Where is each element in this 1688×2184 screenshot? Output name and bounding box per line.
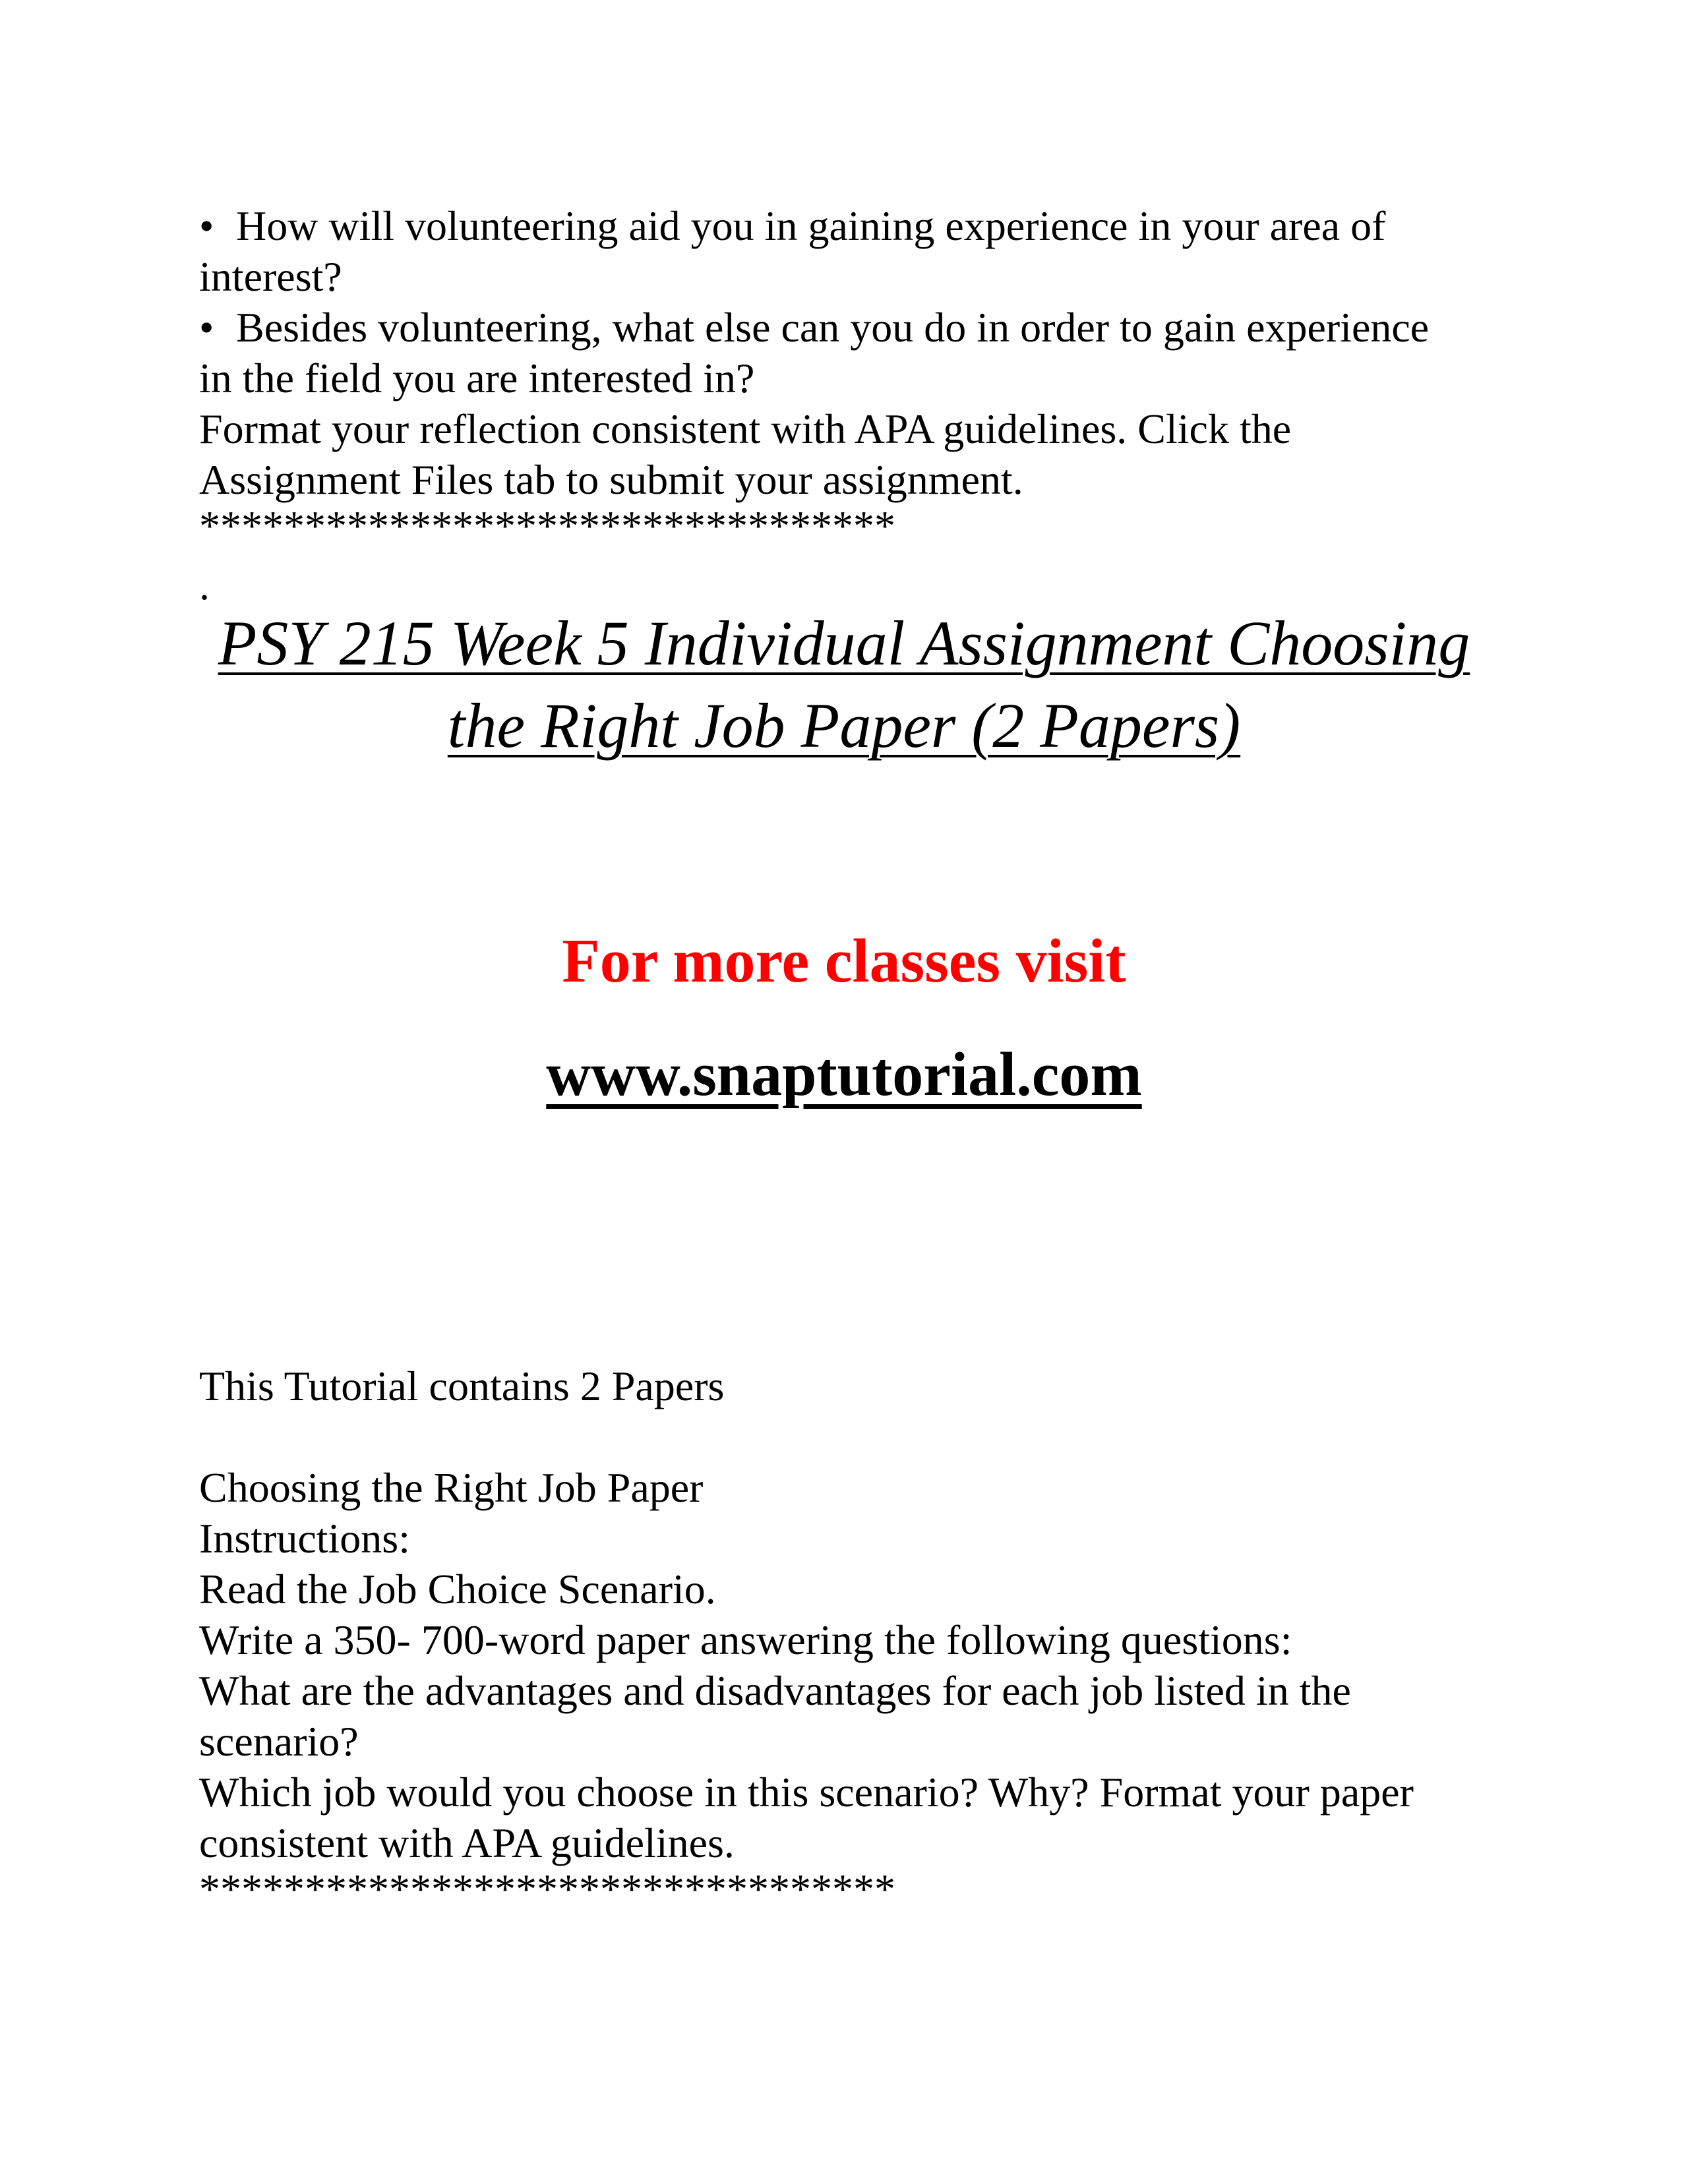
separator-stars-bottom: ********************************* [199, 1866, 895, 1912]
bullet-2-line-2: in the field you are interested in? [199, 355, 755, 401]
bullet-1-line-1: • How will volunteering aid you in gaining experience in your area of [199, 200, 1518, 251]
separator-dot: . [199, 562, 210, 608]
bullet-icon: • [199, 304, 214, 351]
page-title-line-1: PSY 215 Week 5 Individual Assignment Choosing [218, 608, 1470, 678]
page-title-line-2: the Right Job Paper (2 Papers) [447, 690, 1241, 761]
question-1-line-1: What are the advantages and disadvantages for each job listed in the [199, 1667, 1351, 1714]
bullet-icon: • [199, 202, 214, 249]
separator-stars: ********************************* [199, 502, 895, 549]
instruction-step-2: Write a 350- 700-word paper answering the following questions: [199, 1616, 1292, 1663]
instructions-label: Instructions: [199, 1515, 410, 1562]
question-2-line-2: consistent with APA guidelines. [199, 1819, 735, 1866]
promo-visit-text: For more classes visit [562, 927, 1126, 995]
question-2-line-1: Which job would you choose in this scenario? Why? Format your paper [199, 1769, 1414, 1815]
tutorial-contains: This Tutorial contains 2 Papers [199, 1363, 725, 1409]
paper-title: Choosing the Right Job Paper [199, 1464, 704, 1511]
bullet-2-line-1: • Besides volunteering, what else can you do in order to gain experience [199, 302, 1518, 353]
promo-link[interactable] [0, 1036, 1688, 1113]
promo-url[interactable]: www.snaptutorial.com [546, 1040, 1142, 1109]
format-instruction-line-1: Format your reflection consistent with APA guidelines. Click the [199, 405, 1292, 452]
instruction-step-1: Read the Job Choice Scenario. [199, 1566, 716, 1612]
bullet-1-line-2: interest? [199, 253, 342, 300]
question-1-line-2: scenario? [199, 1718, 359, 1765]
format-instruction-line-2: Assignment Files tab to submit your assignment. [199, 456, 1023, 503]
